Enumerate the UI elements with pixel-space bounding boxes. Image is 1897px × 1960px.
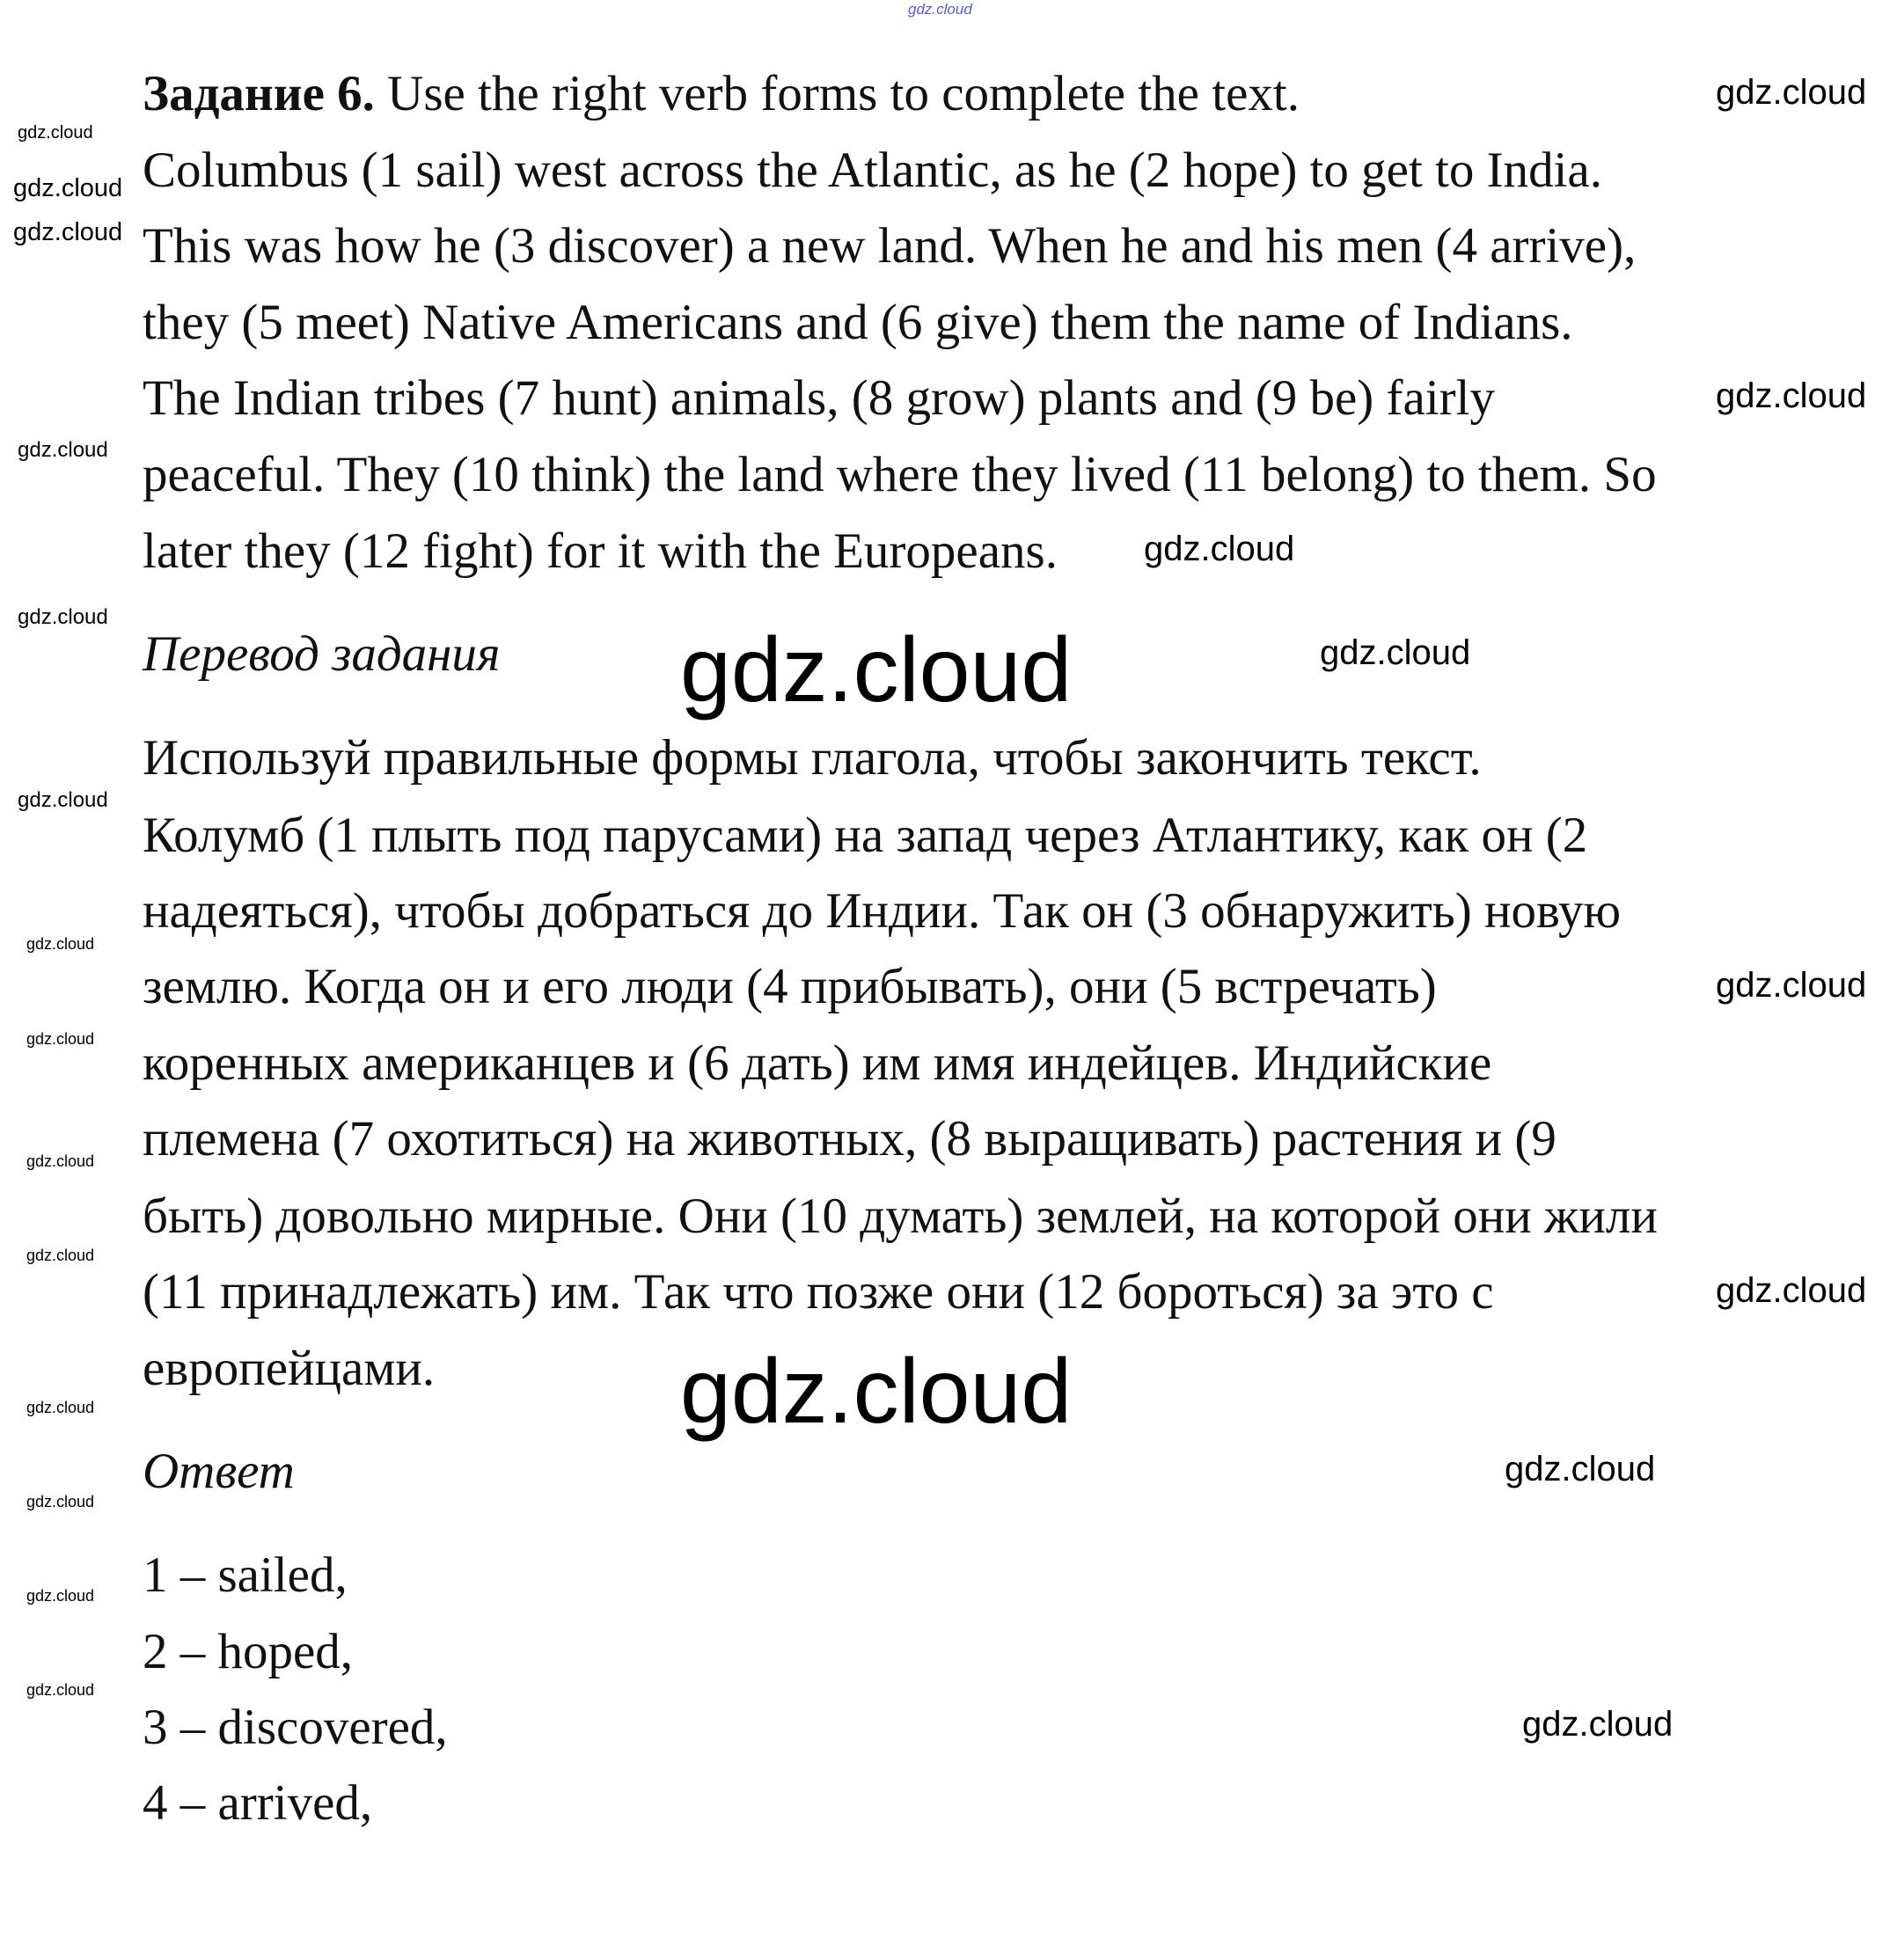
translation-line: Используй правильные формы глагола, чтобы закончить текст. [143, 730, 1482, 786]
task-text-line: This was how he (3 discover) a new land. When he and his men (4 arrive), [143, 218, 1637, 274]
watermark: gdz.cloud [13, 218, 123, 246]
answer-item: 1 – sailed, [143, 1547, 348, 1603]
translation-heading: Перевод задания [143, 626, 501, 682]
watermark: gdz.cloud [18, 438, 108, 462]
watermark: gdz.cloud [26, 1681, 95, 1699]
watermark: gdz.cloud [13, 174, 123, 202]
watermark: gdz.cloud [1716, 377, 1867, 415]
watermark: gdz.cloud [26, 1399, 95, 1416]
watermark: gdz.cloud [26, 1493, 95, 1510]
watermark: gdz.cloud [680, 1341, 1073, 1443]
watermark: gdz.cloud [1320, 633, 1471, 672]
watermark: gdz.cloud [18, 788, 108, 812]
task-label: Задание 6. [143, 66, 375, 121]
answer-heading: Ответ [143, 1444, 295, 1499]
translation-line: быть) довольно мирные. Они (10 думать) землей, на которой они жили [143, 1188, 1658, 1244]
watermark: gdz.cloud [18, 123, 93, 143]
task-instruction: Use the right verb forms to complete the text. [387, 66, 1300, 121]
translation-line: племена (7 охотиться) на животных, (8 выращивать) растения и (9 [143, 1111, 1556, 1166]
watermark: gdz.cloud [1144, 530, 1295, 568]
task-text-line: they (5 meet) Native Americans and (6 give) them the name of Indians. [143, 295, 1573, 350]
task-text-line: Columbus (1 sail) west across the Atlantic, as he (2 hope) to get to India. [143, 143, 1602, 198]
watermark: gdz.cloud [680, 619, 1073, 721]
watermark: gdz.cloud [26, 1152, 95, 1170]
watermark: gdz.cloud [1716, 966, 1867, 1005]
watermark: gdz.cloud [1505, 1450, 1656, 1488]
translation-line: Колумб (1 плыть под парусами) на запад через Атлантику, как он (2 [143, 808, 1588, 863]
watermark: gdz.cloud [26, 935, 95, 953]
watermark: gdz.cloud [908, 1, 972, 18]
answer-item: 3 – discovered, [143, 1700, 448, 1755]
translation-line: (11 принадлежать) им. Так что позже они (12 бороться) за это с [143, 1264, 1494, 1320]
translation-line: надеяться), чтобы добраться до Индии. Так он (3 обнаружить) новую [143, 883, 1622, 939]
watermark: gdz.cloud [1716, 1271, 1867, 1310]
watermark: gdz.cloud [26, 1030, 95, 1048]
watermark: gdz.cloud [26, 1587, 95, 1605]
answer-item: 4 – arrived, [143, 1775, 373, 1831]
task-title [143, 66, 1300, 121]
task-text-line: later they (12 fight) for it with the Europeans. [143, 523, 1058, 579]
watermark: gdz.cloud [1522, 1705, 1674, 1744]
translation-line: землю. Когда он и его люди (4 прибывать), они (5 встречать) [143, 959, 1437, 1014]
watermark: gdz.cloud [1716, 73, 1867, 112]
task-text-line: The Indian tribes (7 hunt) animals, (8 grow) plants and (9 be) fairly [143, 370, 1495, 426]
translation-line: коренных американцев и (6 дать) им имя индейцев. Индийские [143, 1035, 1492, 1091]
watermark: gdz.cloud [26, 1247, 95, 1264]
watermark: gdz.cloud [18, 605, 108, 629]
translation-line: европейцами. [143, 1341, 436, 1396]
answer-item: 2 – hoped, [143, 1624, 354, 1679]
task-text-line: peaceful. They (10 think) the land where they lived (11 belong) to them. So [143, 447, 1657, 502]
